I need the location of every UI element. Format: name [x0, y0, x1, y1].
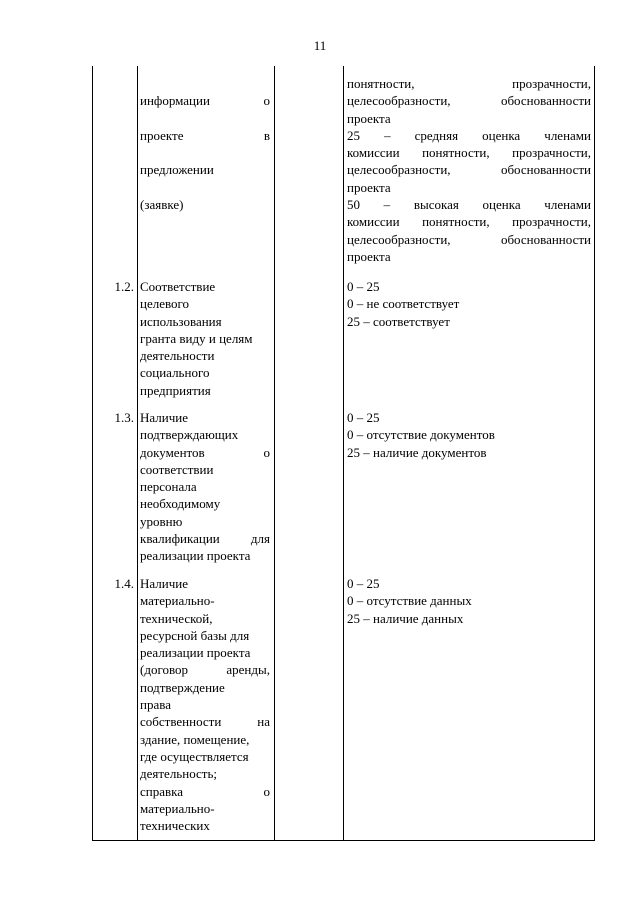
score-line: 25 – соответствует	[347, 313, 450, 329]
score-line: 50 – высокая оценка членами	[347, 197, 591, 213]
table-border-left	[92, 66, 93, 841]
criterion-line: использования	[140, 313, 222, 329]
criterion-line: Наличие	[140, 576, 188, 591]
continuation-criterion	[140, 75, 270, 231]
row-number: 1.3.	[114, 410, 134, 425]
criterion-line: подтверждение	[140, 679, 225, 695]
score-line: 0 – отсутствие данных	[347, 593, 472, 609]
continuation-score	[347, 75, 591, 265]
score-line: 0 – 25	[347, 279, 380, 294]
criterion-line: информации о	[140, 93, 270, 109]
column-divider	[343, 66, 344, 841]
score-line: комиссии понятности, прозрачности,	[347, 145, 591, 161]
criterion-line: социального	[140, 365, 210, 381]
score-line: понятности, прозрачности,	[347, 76, 591, 91]
criterion-line: (договор аренды,	[140, 662, 270, 678]
criterion-line: реализации проекта	[140, 645, 251, 661]
row-number: 1.4.	[114, 576, 134, 591]
score-line: 0 – отсутствие документов	[347, 427, 495, 443]
row-number: 1.2.	[114, 279, 134, 294]
row-criterion	[140, 575, 270, 834]
criterion-line: предложении	[140, 162, 214, 178]
criterion-line: Наличие	[140, 410, 188, 425]
criterion-line: деятельность;	[140, 766, 218, 782]
criterion-line: квалификации для	[140, 531, 270, 547]
score-line: целесообразности, обоснованности	[347, 231, 591, 247]
criterion-line: где осуществляется	[140, 748, 249, 764]
table-border-bottom	[92, 840, 595, 841]
criterion-line: ресурсной базы для	[140, 627, 250, 643]
score-line: 0 – 25	[347, 410, 380, 425]
criterion-line: деятельности	[140, 348, 215, 364]
score-line: проекта	[347, 248, 391, 264]
criterion-line: соответствии	[140, 461, 214, 477]
score-line: 0 – 25	[347, 576, 380, 591]
criterion-line: необходимому	[140, 496, 221, 512]
score-line: проекта	[347, 179, 391, 195]
criterion-line: материально-	[140, 593, 215, 609]
column-divider	[274, 66, 275, 841]
criterion-line: предприятия	[140, 382, 211, 398]
score-line: 0 – не соответствует	[347, 296, 460, 312]
score-line: 25 – средняя оценка членами	[347, 127, 591, 143]
criteria-table	[92, 66, 595, 841]
criterion-line: (заявке)	[140, 197, 184, 213]
criterion-line: реализации проекта	[140, 548, 251, 564]
criterion-line: технической,	[140, 610, 213, 626]
criterion-line: Соответствие	[140, 279, 216, 294]
criterion-line: справка о	[140, 783, 270, 799]
row-criterion	[140, 409, 270, 565]
score-line: проекта	[347, 110, 391, 126]
score-line: целесообразности, обоснованности	[347, 93, 591, 109]
criterion-line: документов о	[140, 444, 270, 460]
table-border-right	[594, 66, 595, 841]
score-line: целесообразности, обоснованности	[347, 162, 591, 178]
criterion-line: подтверждающих	[140, 427, 239, 443]
criterion-line: здание, помещение,	[140, 731, 250, 747]
criterion-line: персонала	[140, 479, 197, 495]
row-score	[347, 409, 591, 461]
criterion-line: уровню	[140, 513, 183, 529]
score-line: комиссии понятности, прозрачности,	[347, 214, 591, 230]
row-score	[347, 575, 591, 627]
criterion-line: целевого	[140, 296, 190, 312]
criterion-line: проекте в	[140, 127, 270, 143]
score-line: 25 – наличие документов	[347, 444, 487, 460]
row-criterion	[140, 278, 270, 399]
criterion-line: собственности на	[140, 714, 270, 730]
criterion-line: гранта виду и целям	[140, 330, 253, 346]
criterion-line: технических	[140, 818, 210, 834]
page-number: 11	[313, 38, 327, 53]
column-divider	[137, 66, 138, 841]
criterion-line: материально-	[140, 800, 215, 816]
row-score	[347, 278, 591, 330]
criterion-line: права	[140, 697, 171, 713]
score-line: 25 – наличие данных	[347, 610, 464, 626]
